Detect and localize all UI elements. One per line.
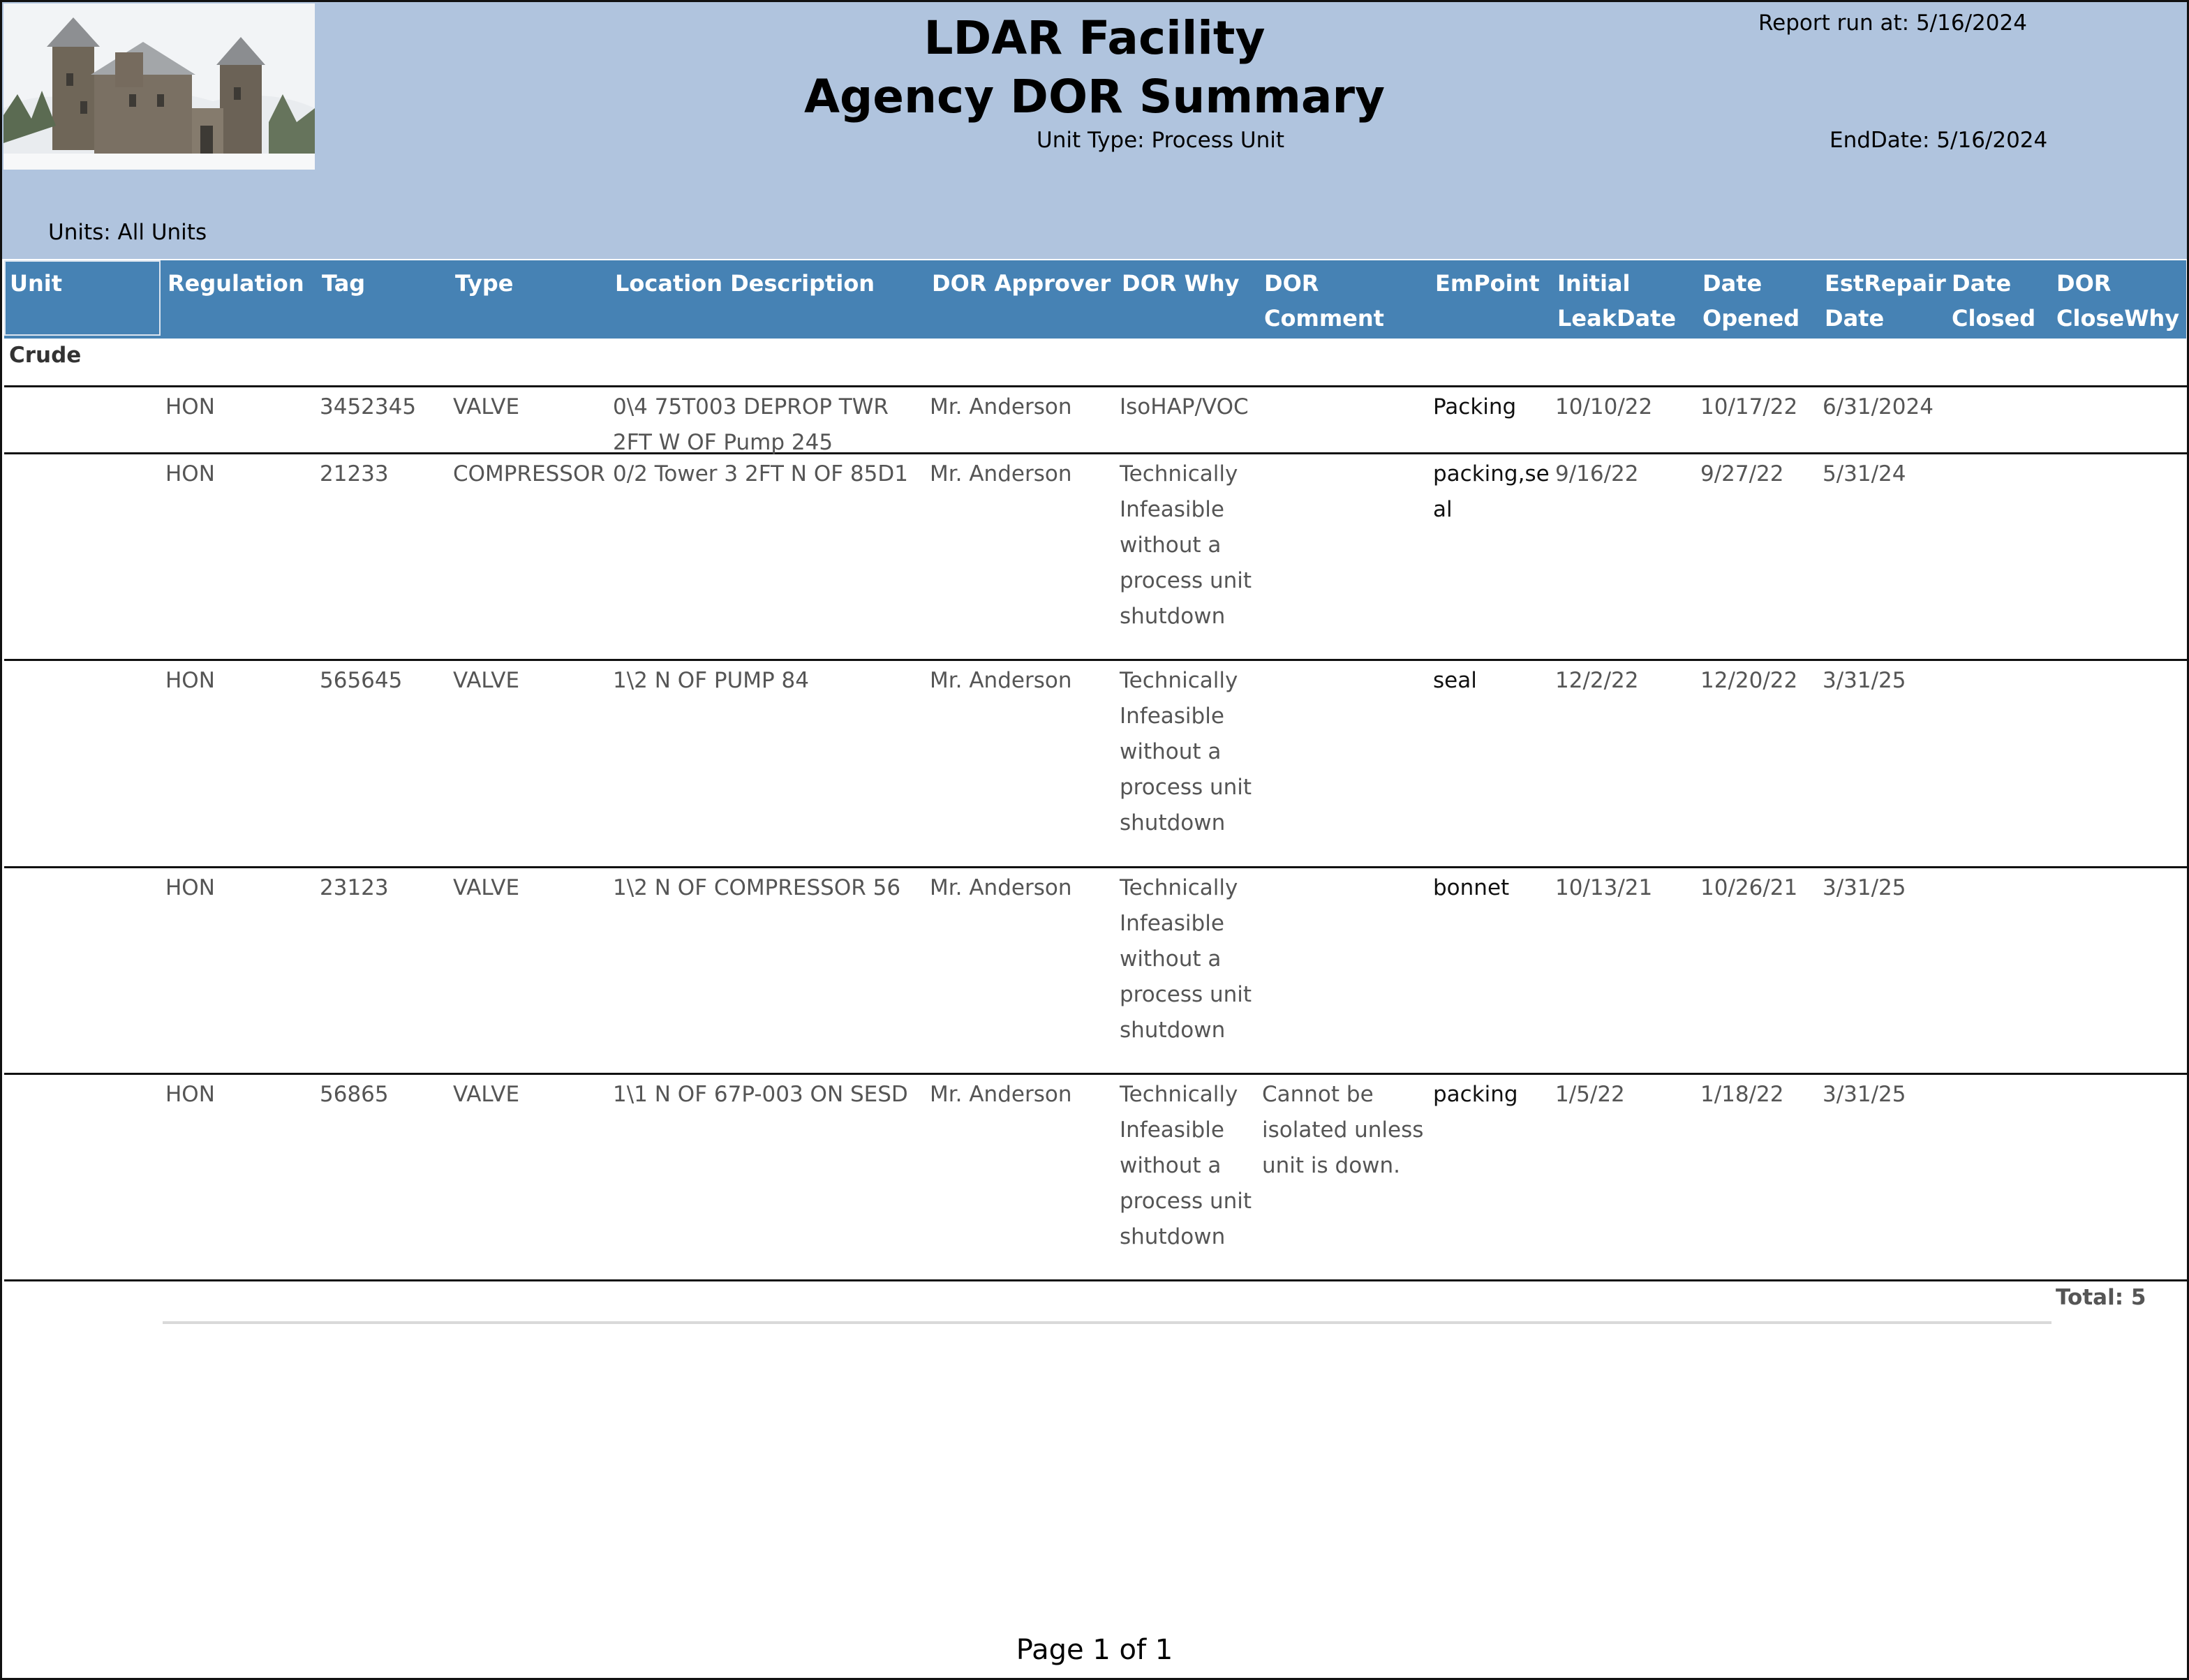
cell-why: without a [1120, 1153, 1222, 1178]
cell-opened: 10/26/21 [1700, 875, 1798, 900]
cell-opened: 9/27/22 [1700, 461, 1784, 486]
col-closed-line2: Closed [1952, 305, 2036, 332]
cell-why: Technically [1120, 461, 1238, 486]
cell-type: VALVE [453, 394, 520, 419]
cell-empoint: Packing [1433, 394, 1517, 419]
cell-why: without a [1120, 533, 1222, 558]
cell-tag: 3452345 [320, 394, 417, 419]
col-date-closed [1952, 266, 2035, 336]
cell-why: without a [1120, 946, 1222, 972]
cell-type: COMPRESSOR [453, 461, 605, 486]
cell-empoint: packing,se [1433, 461, 1550, 486]
cell-type: VALVE [453, 1082, 520, 1107]
col-initial-line1: Initial [1557, 270, 1631, 297]
col-initial-line2: LeakDate [1557, 305, 1677, 332]
cell-tag: 565645 [320, 668, 403, 693]
cell-location: 2FT W OF Pump 245 [613, 430, 833, 455]
col-closed-line1: Date [1952, 270, 2012, 297]
cell-why: shutdown [1120, 810, 1226, 835]
row-divider [4, 1073, 2188, 1075]
col-opened-line1: Date [1702, 270, 1763, 297]
cell-why: Technically [1120, 875, 1238, 900]
col-unit: Unit [10, 270, 63, 297]
cell-empoint: seal [1433, 668, 1477, 693]
unit-type: Unit Type: Process Unit [1037, 128, 1285, 153]
cell-why: process unit [1120, 982, 1252, 1007]
row-divider [4, 1279, 2188, 1281]
cell-why: Infeasible [1120, 497, 1224, 522]
col-why: DOR Why [1122, 270, 1240, 297]
col-dor-closewhy [2056, 266, 2179, 336]
cell-type: VALVE [453, 875, 520, 900]
cell-estrepair: 5/31/24 [1823, 461, 1906, 486]
cell-approver: Mr. Anderson [930, 461, 1072, 486]
cell-tag: 56865 [320, 1082, 389, 1107]
cell-why: process unit [1120, 775, 1252, 800]
cell-type: VALVE [453, 668, 520, 693]
cell-why: Infeasible [1120, 911, 1224, 936]
row-divider [4, 866, 2188, 868]
cell-why: Technically [1120, 1082, 1238, 1107]
cell-estrepair: 3/31/25 [1823, 668, 1906, 693]
cell-initial: 1/5/22 [1555, 1082, 1625, 1107]
col-date-opened [1702, 266, 1800, 336]
cell-why: shutdown [1120, 604, 1226, 629]
cell-opened: 1/18/22 [1700, 1082, 1784, 1107]
col-comment [1264, 266, 1384, 336]
col-empoint: EmPoint [1435, 270, 1540, 297]
col-comment-line2: Comment [1264, 305, 1384, 332]
cell-opened: 12/20/22 [1700, 668, 1798, 693]
cell-comment: Cannot be [1262, 1082, 1374, 1107]
col-type: Type [455, 270, 514, 297]
col-estrepair-date [1825, 266, 1946, 336]
page-number: Page 1 of 1 [1016, 1634, 1173, 1666]
cell-initial: 12/2/22 [1555, 668, 1639, 693]
cell-why: IsoHAP/VOC [1120, 394, 1249, 419]
col-closewhy-line1: DOR [2056, 270, 2112, 297]
report-run-date: Report run at: 5/16/2024 [1758, 10, 2027, 36]
cell-regulation: HON [165, 461, 215, 486]
cell-estrepair: 6/31/2024 [1823, 394, 1934, 419]
row-divider [4, 452, 2188, 454]
cell-why: shutdown [1120, 1018, 1226, 1043]
cell-approver: Mr. Anderson [930, 1082, 1072, 1107]
col-estrepair-line1: EstRepair [1825, 270, 1946, 297]
row-divider [4, 659, 2188, 661]
cell-why: process unit [1120, 568, 1252, 593]
col-tag: Tag [322, 270, 366, 297]
summary-divider [163, 1321, 2051, 1324]
cell-tag: 21233 [320, 461, 389, 486]
cell-empoint: al [1433, 497, 1453, 522]
col-regulation: Regulation [168, 270, 304, 297]
col-opened-line2: Opened [1702, 305, 1800, 332]
col-estrepair-line2: Date [1825, 305, 1885, 332]
cell-approver: Mr. Anderson [930, 875, 1072, 900]
cell-location: 0\4 75T003 DEPROP TWR [613, 394, 889, 419]
col-comment-line1: DOR [1264, 270, 1319, 297]
cell-why: without a [1120, 739, 1222, 764]
cell-why: Infeasible [1120, 1117, 1224, 1143]
cell-regulation: HON [165, 668, 215, 693]
cell-estrepair: 3/31/25 [1823, 1082, 1906, 1107]
cell-initial: 9/16/22 [1555, 461, 1639, 486]
cell-initial: 10/13/21 [1555, 875, 1653, 900]
cell-estrepair: 3/31/25 [1823, 875, 1906, 900]
cell-tag: 23123 [320, 875, 389, 900]
column-header-row [4, 260, 2186, 339]
units-filter: Units: All Units [48, 220, 207, 245]
col-approver: DOR Approver [932, 270, 1111, 297]
report-title-line1: LDAR Facility [923, 11, 1266, 65]
cell-location: 0/2 Tower 3 2FT N OF 85D1 [613, 461, 908, 486]
report-header [2, 2, 2187, 260]
report-title-line2: Agency DOR Summary [803, 70, 1386, 124]
cell-regulation: HON [165, 875, 215, 900]
cell-regulation: HON [165, 1082, 215, 1107]
col-initial-leakdate [1557, 266, 1676, 336]
cell-empoint: bonnet [1433, 875, 1510, 900]
group-label: Crude [9, 343, 82, 368]
cell-why: process unit [1120, 1189, 1252, 1214]
cell-location: 1\2 N OF PUMP 84 [613, 668, 809, 693]
cell-why: shutdown [1120, 1224, 1226, 1249]
cell-comment: unit is down. [1262, 1153, 1401, 1178]
cell-regulation: HON [165, 394, 215, 419]
cell-opened: 10/17/22 [1700, 394, 1798, 419]
col-closewhy-line2: CloseWhy [2056, 305, 2180, 332]
cell-why: Infeasible [1120, 704, 1224, 729]
row-divider [4, 385, 2188, 387]
cell-approver: Mr. Anderson [930, 668, 1072, 693]
cell-approver: Mr. Anderson [930, 394, 1072, 419]
cell-why: Technically [1120, 668, 1238, 693]
col-location: Location Description [615, 270, 875, 297]
total-count: Total: 5 [2056, 1285, 2146, 1310]
cell-comment: isolated unless [1262, 1117, 1424, 1143]
end-date: EndDate: 5/16/2024 [1830, 128, 2048, 153]
cell-empoint: packing [1433, 1082, 1518, 1107]
cell-initial: 10/10/22 [1555, 394, 1653, 419]
cell-location: 1\2 N OF COMPRESSOR 56 [613, 875, 901, 900]
cell-location: 1\1 N OF 67P-003 ON SESD [613, 1082, 908, 1107]
